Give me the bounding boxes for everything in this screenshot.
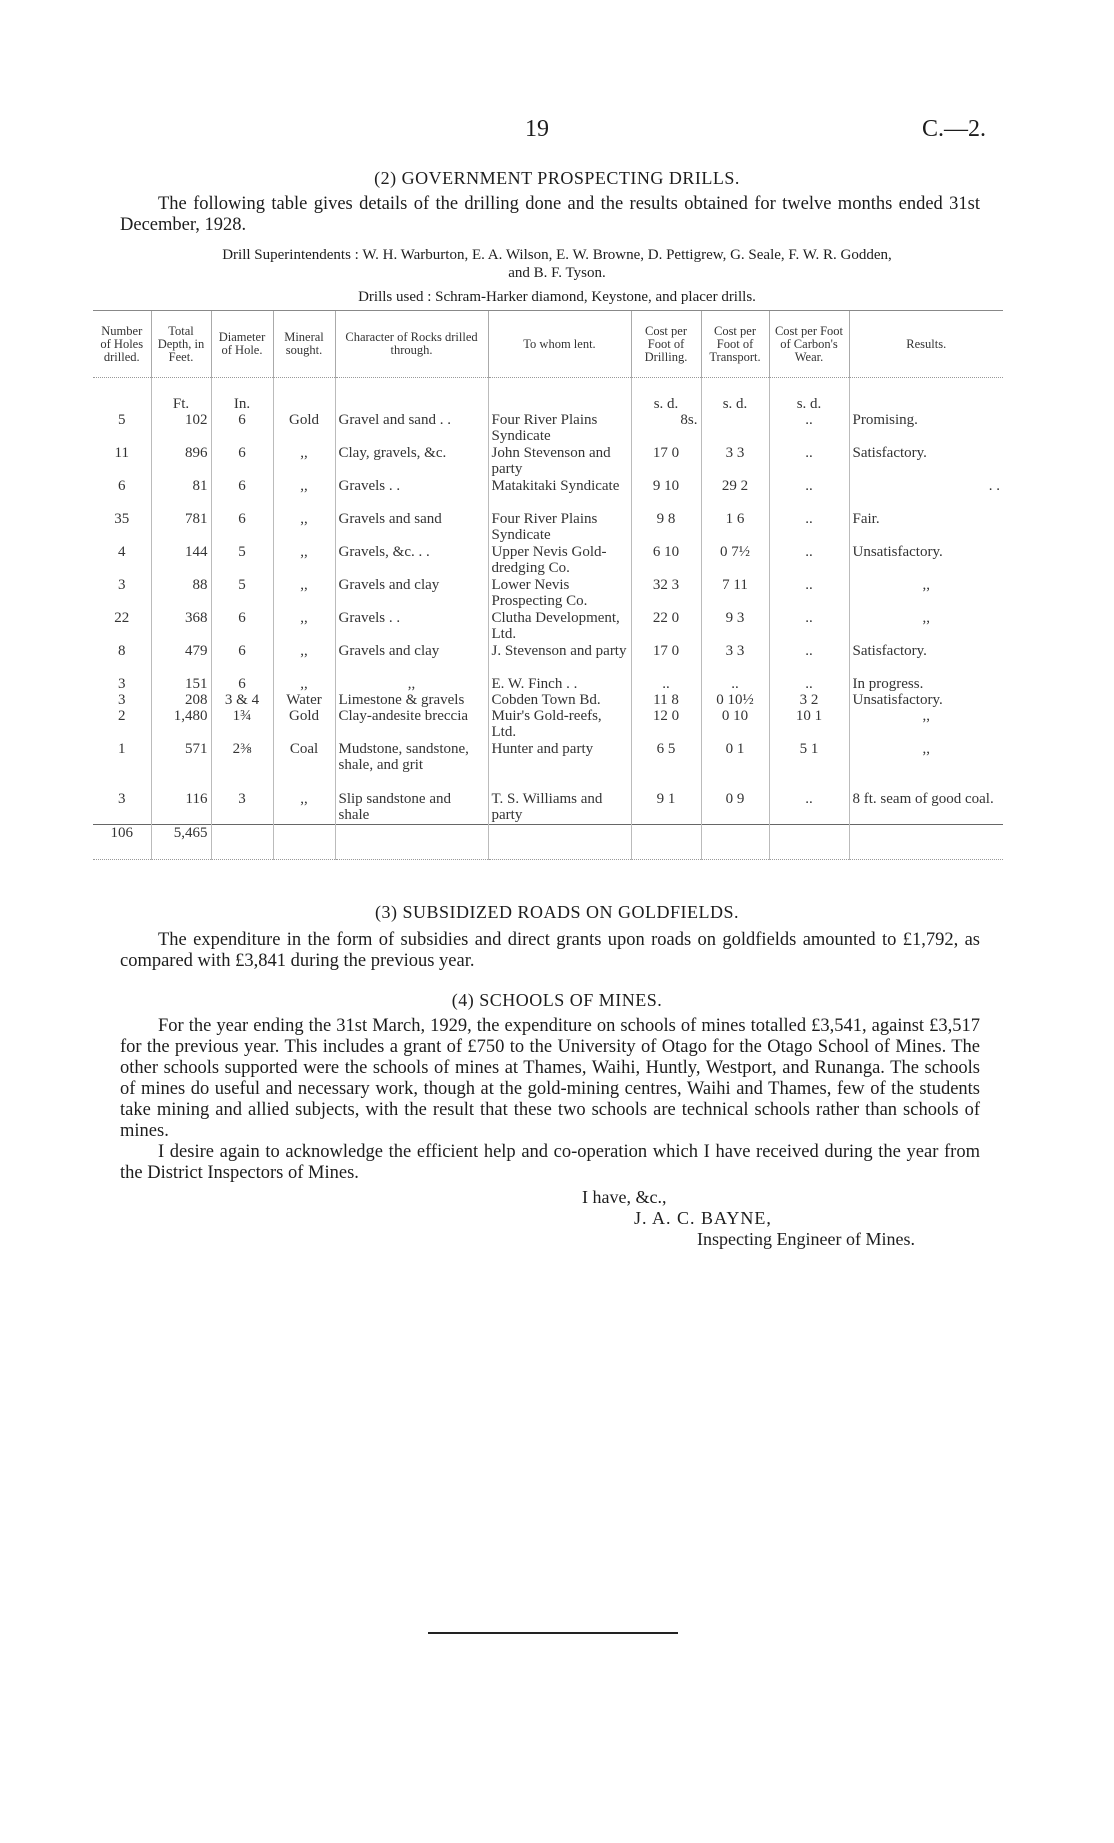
table-header-row (93, 311, 1003, 378)
cell-mineral: ,, (273, 511, 335, 544)
cell-lent-to: E. W. Finch . . (488, 676, 631, 692)
cell-holes: 5 (118, 412, 126, 428)
acknowledgement-paragraph: I desire again to acknowledge the efficient help and co-operation which I have received during the year from the District Inspectors of Mines. (120, 1142, 980, 1183)
section-heading-subsidized-roads: (3) SUBSIDIZED ROADS ON GOLDFIELDS. (375, 902, 739, 922)
cell-diameter: 6 (211, 610, 273, 643)
table-total-row (93, 825, 1003, 860)
cell-drilling-cost: 9 10 (631, 478, 701, 511)
unit-cell (273, 378, 335, 413)
cell-mineral: ,, (273, 478, 335, 511)
cell-diameter: 6 (211, 478, 273, 511)
document-reference: C.—2. (922, 116, 987, 142)
cell-rocks: Gravels and sand (335, 511, 488, 544)
signature-title: Inspecting Engineer of Mines. (697, 1229, 915, 1249)
cell-mineral: ,, (273, 676, 335, 692)
cell-depth: 102 (151, 412, 211, 445)
cell-rocks: Slip sandstone and shale (335, 791, 488, 825)
cell-lent-to: Cobden Town Bd. (488, 692, 631, 708)
cell-lent-to: Hunter and party (488, 741, 631, 791)
column-header-results: Results. (849, 311, 1003, 378)
cell-holes: 1 (118, 741, 126, 757)
column-header-carbon-wear: Cost per Foot of Carbon's Wear. (769, 311, 849, 378)
cell-lent-to: Four River Plains Syndicate (488, 511, 631, 544)
cell-transport-cost: 0 7½ (701, 544, 769, 577)
cell-transport-cost (701, 412, 769, 445)
cell-carbon-wear: .. (769, 478, 849, 511)
cell-mineral: ,, (273, 643, 335, 676)
cell-diameter: 5 (211, 577, 273, 610)
cell-transport-cost: 0 9 (701, 791, 769, 825)
cell-depth: 571 (151, 741, 211, 791)
column-header-diameter: Diameter of Hole. (211, 311, 273, 378)
cell-transport-cost: 3 3 (701, 445, 769, 478)
table-row (93, 478, 1003, 511)
cell-results: Promising. (849, 412, 1003, 445)
cell-mineral: ,, (273, 577, 335, 610)
cell-rocks: Gravels and clay (335, 643, 488, 676)
units-row (93, 378, 1003, 413)
cell-results: ,, (849, 708, 1003, 741)
cell-results: ,, (849, 741, 1003, 791)
cell-results: ,, (849, 577, 1003, 610)
cell-results: . . (849, 478, 1003, 511)
cell-depth: 144 (151, 544, 211, 577)
cell-rocks: Gravel and sand . . (335, 412, 488, 445)
cell-drilling-cost: 17 0 (631, 445, 701, 478)
column-header-mineral: Mineral sought. (273, 311, 335, 378)
cell-holes: 3 (118, 791, 126, 807)
unit-cell: Ft. (151, 378, 211, 413)
cell-carbon-wear: .. (769, 610, 849, 643)
cell-depth: 781 (151, 511, 211, 544)
cell-depth: 368 (151, 610, 211, 643)
cell-lent-to: Upper Nevis Gold-dredging Co. (488, 544, 631, 577)
cell-results: 8 ft. seam of good coal. (849, 791, 1003, 825)
cell-transport-cost: 1 6 (701, 511, 769, 544)
cell-rocks: Clay, gravels, &c. (335, 445, 488, 478)
table-row (93, 511, 1003, 544)
cell-transport-cost: 29 2 (701, 478, 769, 511)
section-heading-schools-of-mines: (4) SCHOOLS OF MINES. (451, 990, 663, 1010)
cell-diameter: 1¾ (211, 708, 273, 741)
cell-lent-to: Muir's Gold-reefs, Ltd. (488, 708, 631, 741)
cell-rocks: Gravels and clay (335, 577, 488, 610)
column-header-depth: Total Depth, in Feet. (151, 311, 211, 378)
cell-drilling-cost: 17 0 (631, 643, 701, 676)
column-header-lent-to: To whom lent. (488, 311, 631, 378)
cell-transport-cost: 9 3 (701, 610, 769, 643)
closing-rule (428, 1632, 678, 1634)
cell-carbon-wear: 5 1 (769, 741, 849, 791)
cell-depth: 88 (151, 577, 211, 610)
cell-rocks: Gravels . . (335, 610, 488, 643)
cell-diameter: 3 & 4 (211, 692, 273, 708)
cell-holes: 6 (118, 478, 126, 494)
cell-mineral: Water (273, 692, 335, 708)
cell-rocks: ,, (335, 676, 488, 692)
cell-holes: 4 (118, 544, 126, 560)
table-row (93, 708, 1003, 741)
cell-carbon-wear: 10 1 (769, 708, 849, 741)
cell-drilling-cost: 32 3 (631, 577, 701, 610)
cell-mineral: Coal (273, 741, 335, 791)
cell-carbon-wear: .. (769, 791, 849, 825)
drill-superintendents-line2: and B. F. Tyson. (508, 265, 606, 281)
cell-diameter: 6 (211, 445, 273, 478)
cell-transport-cost: 3 3 (701, 643, 769, 676)
column-header-holes: Number of Holes drilled. (93, 311, 151, 378)
signature-name: J. A. C. BAYNE, (634, 1208, 772, 1228)
drill-superintendents-line1: Drill Superintendents : W. H. Warburton, E. A. Wilson, E. W. Browne, D. Pettigrew, G. Seale, F. W. R. Godden, (222, 247, 892, 263)
cell-lent-to: J. Stevenson and party (488, 643, 631, 676)
table-row (93, 544, 1003, 577)
drills-used-line: Drills used : Schram-Harker diamond, Keystone, and placer drills. (358, 289, 756, 305)
cell-lent-to: John Stevenson and party (488, 445, 631, 478)
unit-cell: In. (211, 378, 273, 413)
cell-results: Satisfactory. (849, 643, 1003, 676)
cell-rocks: Clay-andesite breccia (335, 708, 488, 741)
cell-lent-to: Clutha Development, Ltd. (488, 610, 631, 643)
cell-mineral: ,, (273, 445, 335, 478)
cell-carbon-wear: .. (769, 676, 849, 692)
table-row (93, 577, 1003, 610)
table-row (93, 412, 1003, 445)
cell-diameter: 6 (211, 511, 273, 544)
cell-holes: 2 (118, 708, 126, 724)
column-header-transport-cost: Cost per Foot of Transport. (701, 311, 769, 378)
cell-results: Unsatisfactory. (849, 544, 1003, 577)
cell-diameter: 6 (211, 676, 273, 692)
table-row (93, 676, 1003, 692)
cell-transport-cost: 0 10 (701, 708, 769, 741)
cell-drilling-cost: .. (631, 676, 701, 692)
cell-carbon-wear: .. (769, 544, 849, 577)
cell-rocks: Limestone & gravels (335, 692, 488, 708)
cell-drilling-cost: 9 1 (631, 791, 701, 825)
unit-cell (93, 378, 151, 413)
cell-mineral: Gold (273, 708, 335, 741)
cell-mineral: ,, (273, 544, 335, 577)
cell-diameter: 3 (211, 791, 273, 825)
cell-results: Satisfactory. (849, 445, 1003, 478)
unit-cell (488, 378, 631, 413)
cell-carbon-wear: .. (769, 577, 849, 610)
total-holes: 106 (93, 825, 151, 860)
column-header-rocks: Character of Rocks drilled through. (335, 311, 488, 378)
table-row (93, 741, 1003, 791)
cell-drilling-cost: 8s. (631, 412, 701, 445)
cell-mineral: ,, (273, 791, 335, 825)
table-row (93, 643, 1003, 676)
table-row (93, 791, 1003, 825)
unit-cell: s. d. (631, 378, 701, 413)
cell-results: In progress. (849, 676, 1003, 692)
cell-rocks: Gravels . . (335, 478, 488, 511)
table-row (93, 445, 1003, 478)
cell-transport-cost: 7 11 (701, 577, 769, 610)
cell-drilling-cost: 11 8 (631, 692, 701, 708)
cell-depth: 479 (151, 643, 211, 676)
cell-transport-cost: 0 1 (701, 741, 769, 791)
cell-holes: 3 (118, 676, 126, 692)
cell-transport-cost: 0 10½ (701, 692, 769, 708)
cell-drilling-cost: 9 8 (631, 511, 701, 544)
cell-carbon-wear: .. (769, 412, 849, 445)
cell-lent-to: Lower Nevis Prospecting Co. (488, 577, 631, 610)
cell-depth: 116 (151, 791, 211, 825)
cell-holes: 8 (118, 643, 126, 659)
cell-holes: 22 (114, 610, 130, 626)
unit-cell (849, 378, 1003, 413)
cell-lent-to: Four River Plains Syndicate (488, 412, 631, 445)
cell-drilling-cost: 6 5 (631, 741, 701, 791)
cell-holes: 3 (118, 692, 126, 708)
cell-depth: 1,480 (151, 708, 211, 741)
unit-cell (335, 378, 488, 413)
cell-results: Fair. (849, 511, 1003, 544)
cell-drilling-cost: 6 10 (631, 544, 701, 577)
drilling-results-table (93, 310, 1003, 860)
cell-carbon-wear: .. (769, 511, 849, 544)
signature-greeting: I have, &c., (582, 1187, 667, 1207)
cell-results: ,, (849, 610, 1003, 643)
unit-cell: s. d. (769, 378, 849, 413)
cell-transport-cost: .. (701, 676, 769, 692)
cell-drilling-cost: 22 0 (631, 610, 701, 643)
roads-paragraph: The expenditure in the form of subsidies and direct grants upon roads on goldfields amounted to £1,792, as compared with £3,841 during the previous year. (120, 930, 980, 971)
cell-diameter: 5 (211, 544, 273, 577)
cell-depth: 151 (151, 676, 211, 692)
cell-mineral: Gold (273, 412, 335, 445)
cell-mineral: ,, (273, 610, 335, 643)
cell-depth: 896 (151, 445, 211, 478)
cell-carbon-wear: .. (769, 445, 849, 478)
unit-cell: s. d. (701, 378, 769, 413)
cell-holes: 11 (114, 445, 129, 461)
cell-diameter: 2⅜ (211, 741, 273, 791)
cell-rocks: Mudstone, sandstone, shale, and grit (335, 741, 488, 791)
schools-paragraph: For the year ending the 31st March, 1929, the expenditure on schools of mines totalled £3,541, against £3,517 for the previous year. This includes a grant of £750 to the University of Otago for the Otago School of Mines. The other schools supported were the schools of mines at Thames, Waihi, Huntly, Westport, and Runanga. The schools of mines do useful and necessary work, though at the gold-mining centres, Waihi and Thames, few of the students take mining and allied subjects, with the result that these two schools are technical schools rather than schools of mines. (120, 1016, 980, 1141)
cell-lent-to: T. S. Williams and party (488, 791, 631, 825)
cell-holes: 3 (118, 577, 126, 593)
cell-carbon-wear: 3 2 (769, 692, 849, 708)
cell-diameter: 6 (211, 643, 273, 676)
cell-holes: 35 (114, 511, 130, 527)
table-row (93, 610, 1003, 643)
drilling-intro-paragraph: The following table gives details of the drilling done and the results obtained for twelve months ended 31st December, 1928. (120, 194, 980, 235)
total-depth: 5,465 (151, 825, 211, 860)
column-header-drilling-cost: Cost per Foot of Drilling. (631, 311, 701, 378)
section-heading-prospecting-drills: (2) GOVERNMENT PROSPECTING DRILLS. (374, 168, 740, 188)
cell-drilling-cost: 12 0 (631, 708, 701, 741)
page-number: 19 (525, 116, 549, 142)
cell-depth: 208 (151, 692, 211, 708)
cell-depth: 81 (151, 478, 211, 511)
cell-rocks: Gravels, &c. . . (335, 544, 488, 577)
cell-lent-to: Matakitaki Syndicate (488, 478, 631, 511)
cell-results: Unsatisfactory. (849, 692, 1003, 708)
table-row (93, 692, 1003, 708)
cell-diameter: 6 (211, 412, 273, 445)
cell-carbon-wear: .. (769, 643, 849, 676)
